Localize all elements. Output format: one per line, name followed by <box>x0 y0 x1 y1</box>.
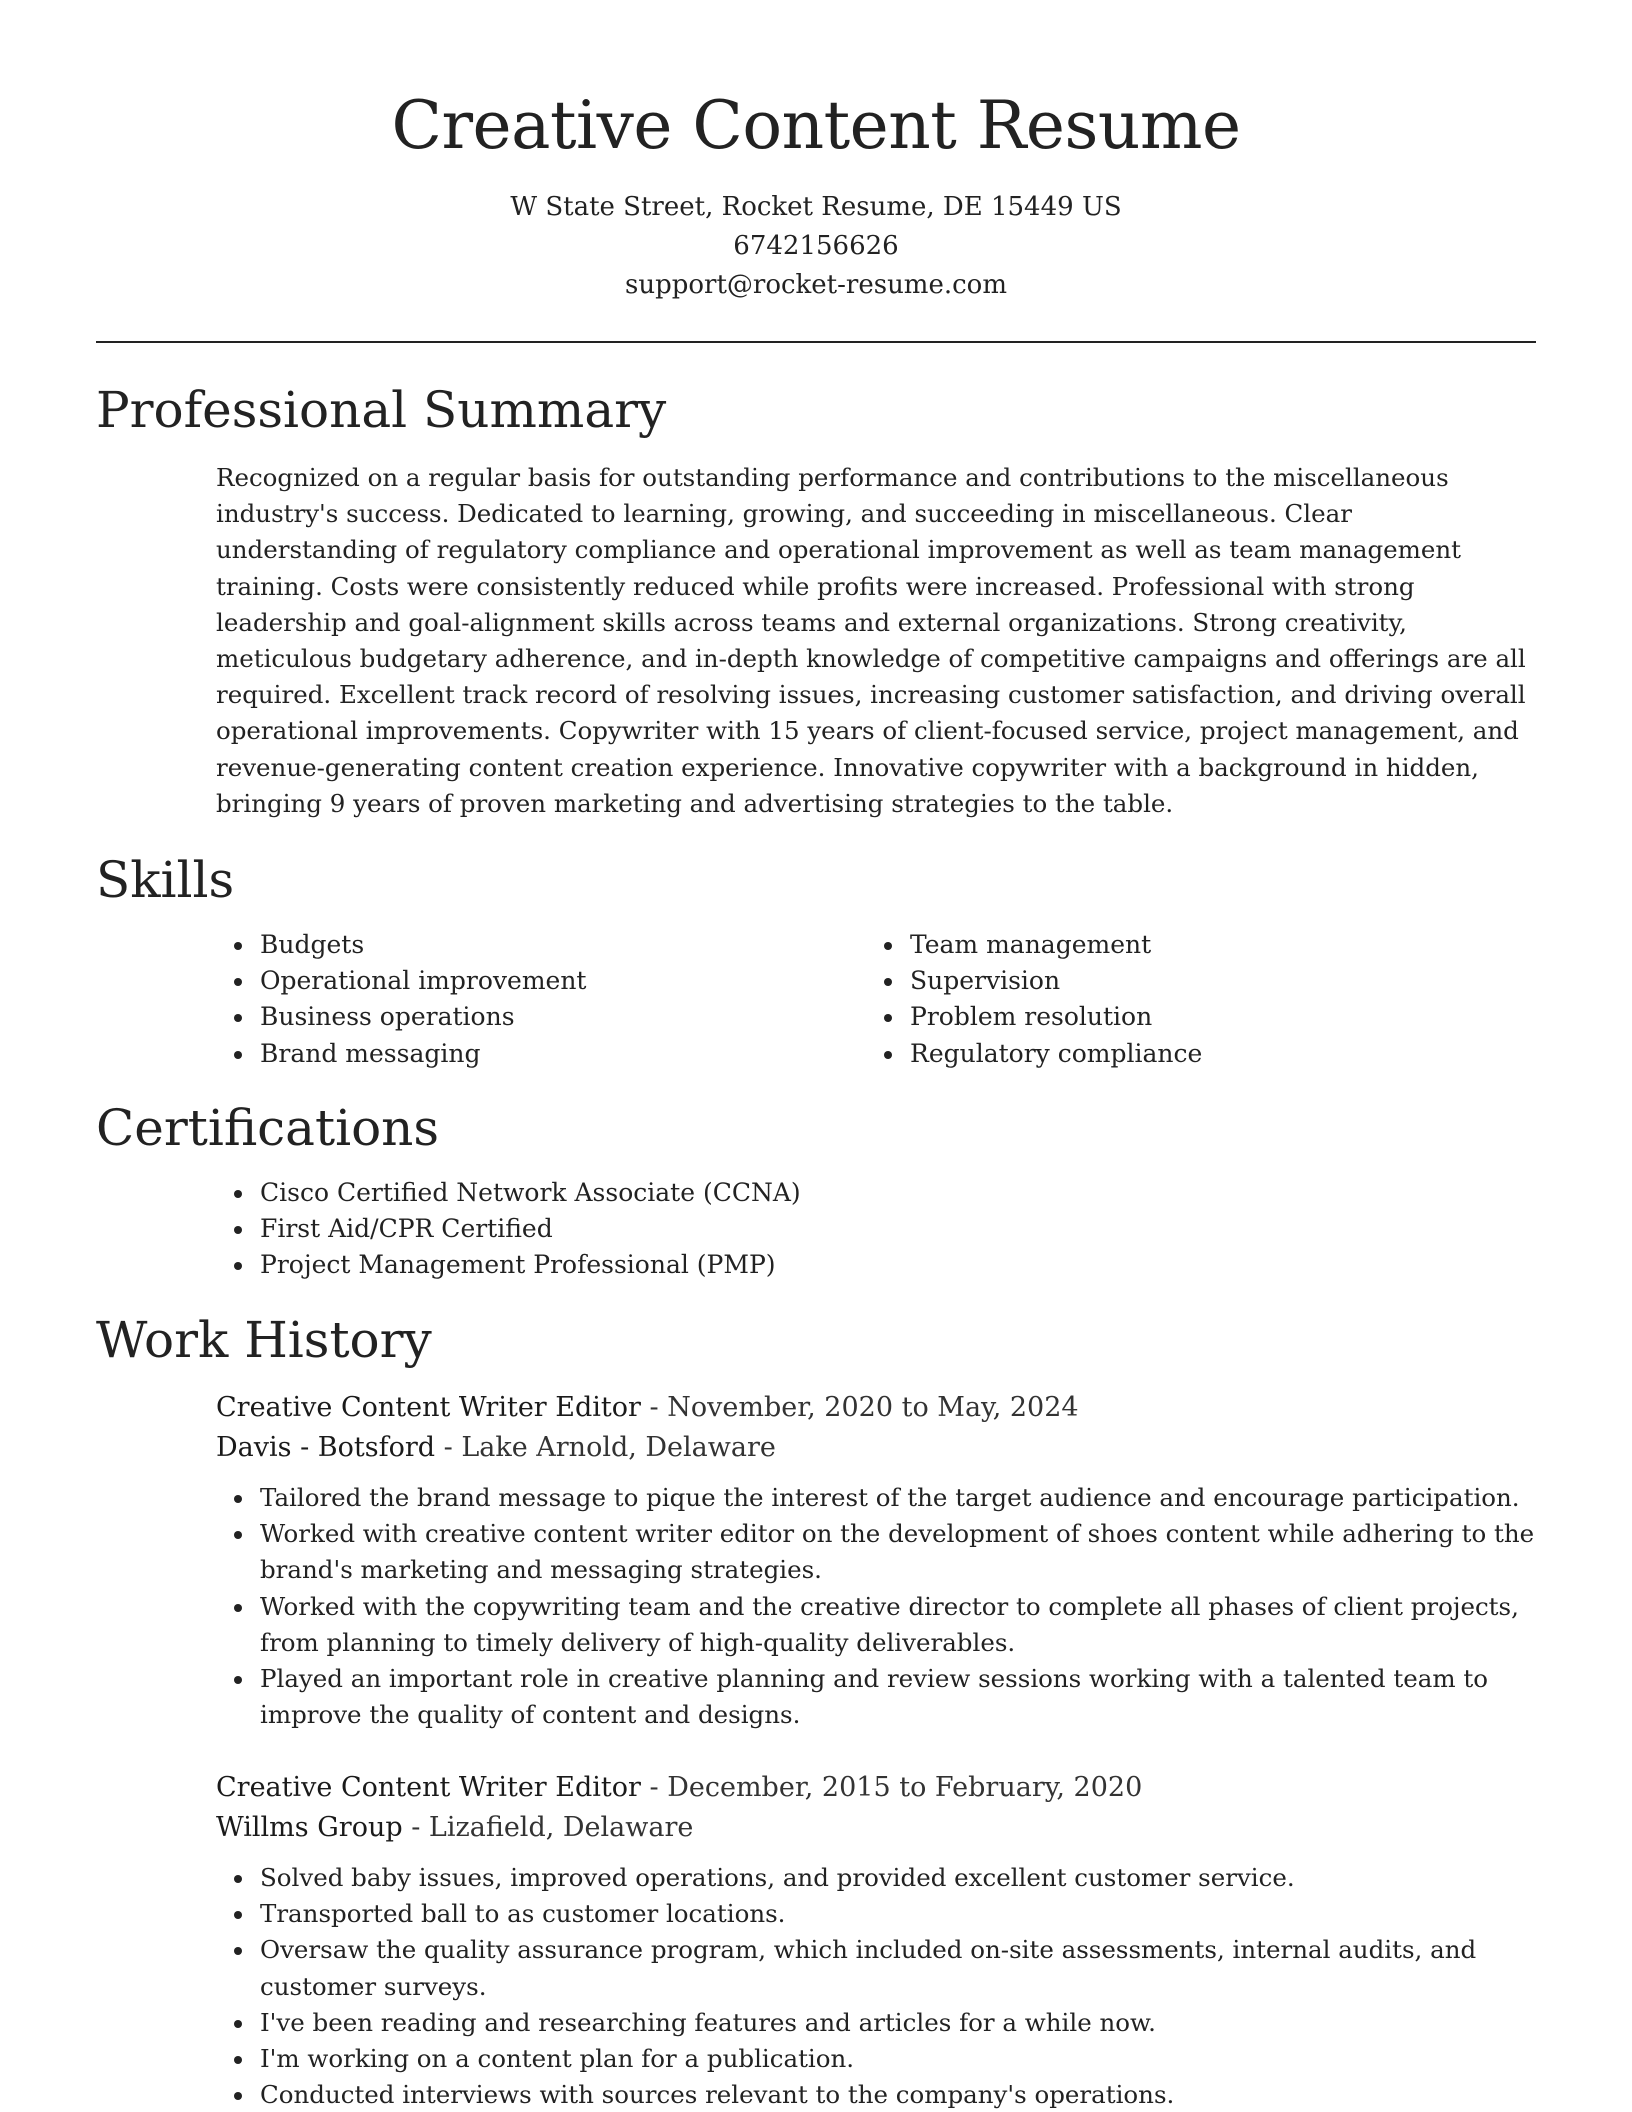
skill-item: Business operations <box>216 999 836 1035</box>
job-title-line <box>216 1768 1536 1808</box>
certification-item: Cisco Certified Network Associate (CCNA) <box>216 1175 1536 1211</box>
job-company: Davis - Botsford <box>216 1432 436 1463</box>
job-bullet: I'm working on a content plan for a publication. <box>216 2041 1536 2077</box>
job-bullet: Worked with the copywriting team and the creative director to complete all phases of client projects, from planning to timely delivery of high-quality deliverables. <box>216 1589 1536 1661</box>
job-company: Willms Group <box>216 1812 403 1843</box>
job-entry <box>216 1768 1536 2112</box>
header-divider <box>96 341 1536 343</box>
skill-item: Regulatory compliance <box>866 1036 1486 1072</box>
certifications-list <box>216 1175 1536 1284</box>
address: W State Street, Rocket Resume, DE 15449 US <box>510 192 1122 222</box>
job-dates: - November, 2020 to May, 2024 <box>640 1392 1079 1423</box>
job-dates: - December, 2015 to February, 2020 <box>640 1772 1143 1803</box>
skill-item: Budgets <box>216 927 836 963</box>
job-company-line <box>216 1808 1536 1848</box>
job-bullet: Worked with creative content writer editor on the development of shoes content while adhering to the brand's marketing and messaging strategies. <box>216 1516 1536 1588</box>
email: support@rocket-resume.com <box>624 270 1007 300</box>
skill-item: Team management <box>866 927 1486 963</box>
job-bullet: Solved baby issues, improved operations, and provided excellent customer service. <box>216 1860 1536 1896</box>
job-title: Creative Content Writer Editor <box>216 1392 641 1423</box>
job-company-line <box>216 1428 1536 1468</box>
certification-item: Project Management Professional (PMP) <box>216 1247 1536 1283</box>
certifications-heading: Certifications <box>96 1099 440 1157</box>
work-history-heading: Work History <box>96 1311 432 1369</box>
job-entry <box>216 1388 1536 1733</box>
phone: 6742156626 <box>733 231 899 261</box>
job-bullet: Played an important role in creative planning and review sessions working with a talented team to improve the quality of content and designs. <box>216 1661 1536 1733</box>
job-bullets <box>216 1480 1536 1733</box>
job-location: - Lake Arnold, Delaware <box>435 1432 776 1463</box>
summary-text: Recognized on a regular basis for outstanding performance and contributions to the miscellaneous industry's success. Dedicated to learning, growing, and succeeding in miscellaneous. Clear understanding of regulatory compliance and operational improvement as well as team management training. Costs were consistently reduced while profits were increased. Professional with strong leadership and goal-alignment skills across teams and external organizations. Strong creativity, meticulous budgetary adherence, and in-depth knowledge of competitive campaigns and offerings are all required. Excellent track record of resolving issues, increasing customer satisfaction, and driving overall operational improvements. Copywriter with 15 years of client-focused service, project management, and revenue-generating content creation experience. Innovative copywriter with a background in hidden, bringing 9 years of proven marketing and advertising strategies to the table. <box>216 463 1526 818</box>
skill-item: Operational improvement <box>216 963 836 999</box>
skills-column-left <box>216 927 836 1072</box>
job-bullet: Oversaw the quality assurance program, which included on-site assessments, internal audits, and customer surveys. <box>216 1932 1536 2004</box>
skill-item: Problem resolution <box>866 999 1486 1035</box>
certification-item: First Aid/CPR Certified <box>216 1211 1536 1247</box>
job-title: Creative Content Writer Editor <box>216 1772 641 1803</box>
job-bullet: I've been reading and researching features and articles for a while now. <box>216 2005 1536 2041</box>
resume-title: Creative Content Resume <box>391 87 1241 164</box>
skill-item: Supervision <box>866 963 1486 999</box>
job-bullets <box>216 1860 1536 2112</box>
job-bullet: Transported ball to as customer locations. <box>216 1896 1536 1932</box>
skill-item: Brand messaging <box>216 1036 836 1072</box>
skills-heading: Skills <box>96 851 235 909</box>
resume-header <box>0 0 1632 305</box>
job-bullet: Tailored the brand message to pique the interest of the target audience and encourage participation. <box>216 1480 1536 1516</box>
summary-heading: Professional Summary <box>96 381 667 439</box>
job-bullet: Conducted interviews with sources relevant to the company's operations. <box>216 2077 1536 2112</box>
skills-column-right <box>866 927 1486 1072</box>
contact-block <box>0 188 1632 305</box>
job-location: - Lizafield, Delaware <box>402 1812 694 1843</box>
job-title-line <box>216 1388 1536 1428</box>
